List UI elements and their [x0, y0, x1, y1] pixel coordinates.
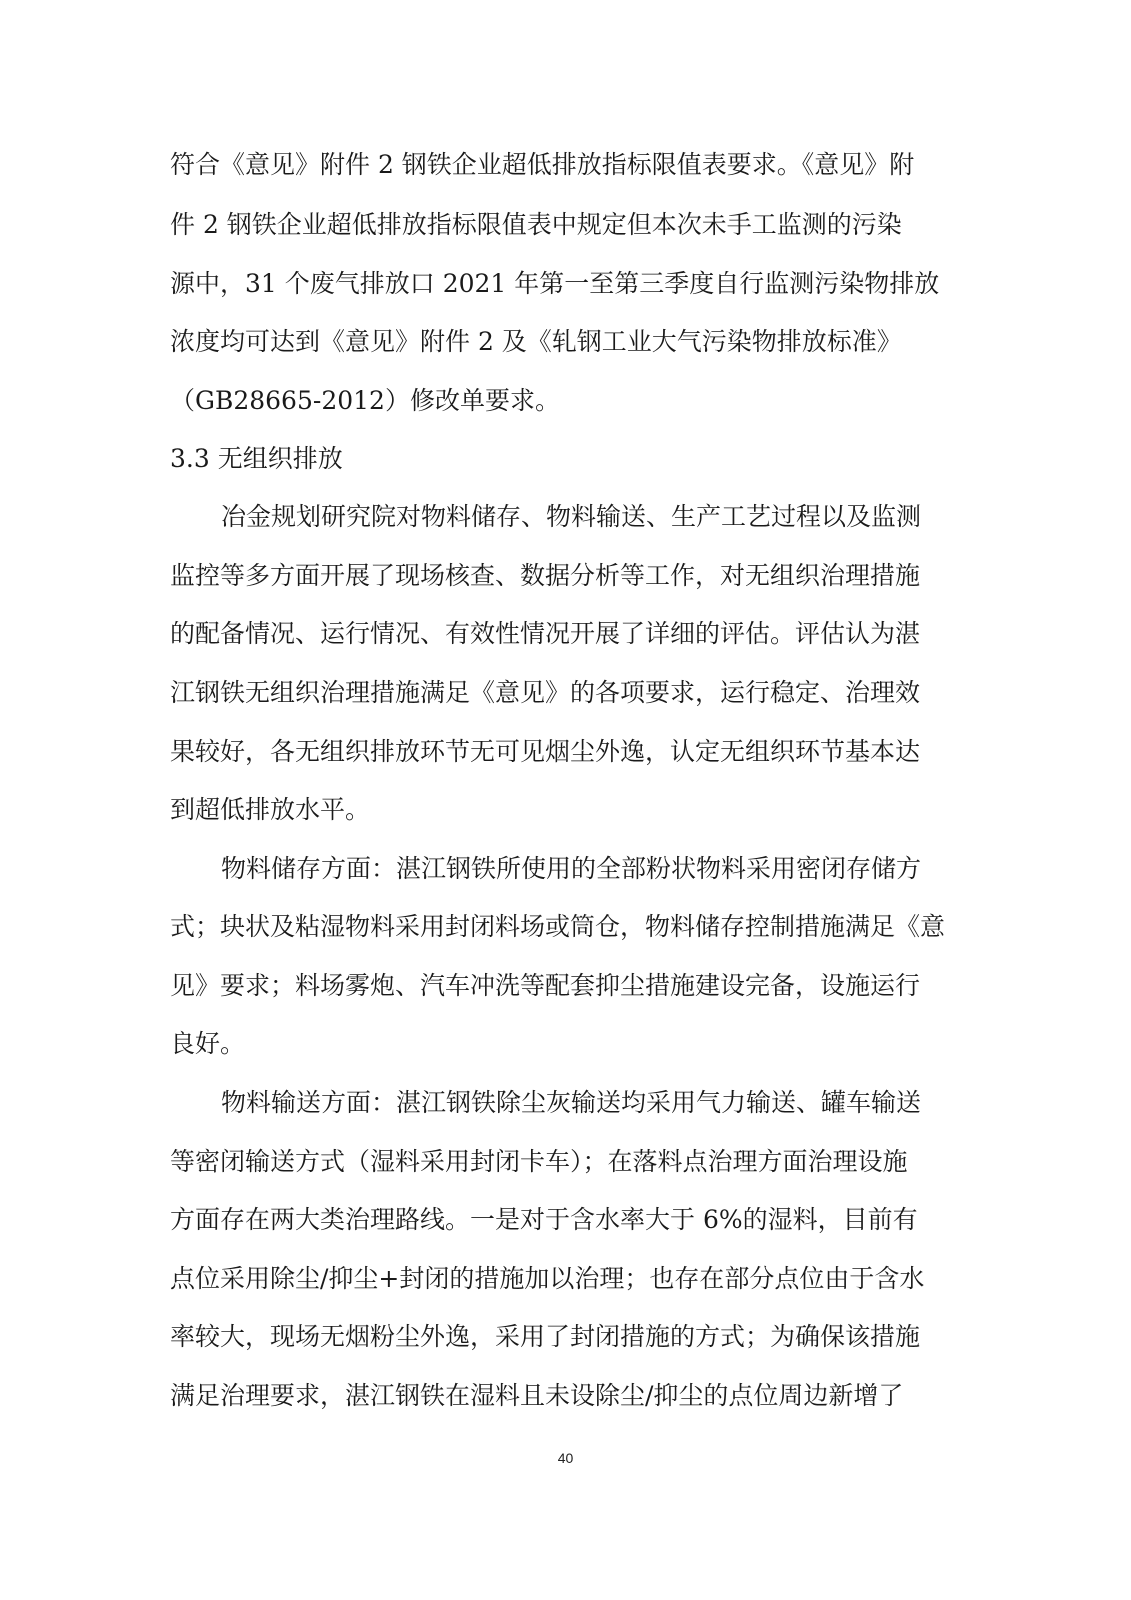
text-line-1: 符合《意见》附件 2 钢铁企业超低排放指标限值表要求。《意见》附 — [170, 150, 915, 179]
paragraph-2-line-4: 良好。 — [170, 1029, 246, 1058]
paragraph-1-line-3: 的配备情况、运行情况、有效性情况开展了详细的评估。评估认为湛 — [170, 619, 921, 648]
text-line-4: 浓度均可达到《意见》附件 2 及《轧钢工业大气污染物排放标准》 — [170, 327, 902, 356]
paragraph-2-line-1: 物料储存方面：湛江钢铁所使用的全部粉状物料采用密闭存储方 — [221, 854, 922, 883]
paragraph-3-line-4: 点位采用除尘/抑尘+封闭的措施加以治理；也存在部分点位由于含水 — [170, 1264, 925, 1293]
paragraph-1-line-2: 监控等多方面开展了现场核查、数据分析等工作，对无组织治理措施 — [170, 561, 921, 590]
paragraph-3-line-3: 方面存在两大类治理路线。一是对于含水率大于 6%的湿料，目前有 — [170, 1205, 918, 1234]
page-number: 40 — [557, 1450, 574, 1466]
text-line-5: （GB28665-2012）修改单要求。 — [170, 386, 560, 415]
paragraph-3-line-5: 率较大，现场无烟粉尘外逸，采用了封闭措施的方式；为确保该措施 — [170, 1322, 921, 1351]
paragraph-3-line-1: 物料输送方面：湛江钢铁除尘灰输送均采用气力输送、罐车输送 — [221, 1088, 922, 1117]
paragraph-1-line-5: 果较好，各无组织排放环节无可见烟尘外逸，认定无组织环节基本达 — [170, 737, 921, 766]
paragraph-1-line-6: 到超低排放水平。 — [170, 795, 371, 824]
paragraph-1-line-1: 冶金规划研究院对物料储存、物料输送、生产工艺过程以及监测 — [221, 502, 922, 531]
paragraph-2-line-2: 式；块状及粘湿物料采用封闭料场或筒仓，物料储存控制措施满足《意 — [170, 912, 946, 941]
paragraph-3-line-6: 满足治理要求，湛江钢铁在湿料且未设除尘/抑尘的点位周边新增了 — [170, 1381, 904, 1410]
paragraph-1-line-4: 江钢铁无组织治理措施满足《意见》的各项要求，运行稳定、治理效 — [170, 678, 921, 707]
section-heading: 3.3 无组织排放 — [170, 444, 343, 473]
text-line-2: 件 2 钢铁企业超低排放指标限值表中规定但本次未手工监测的污染 — [170, 210, 902, 239]
paragraph-2-line-3: 见》要求；料场雾炮、汽车冲洗等配套抑尘措施建设完备，设施运行 — [170, 971, 921, 1000]
text-line-3: 源中，31 个废气排放口 2021 年第一至第三季度自行监测污染物排放 — [170, 269, 940, 298]
paragraph-3-line-2: 等密闭输送方式（湿料采用封闭卡车）；在落料点治理方面治理设施 — [170, 1147, 908, 1176]
